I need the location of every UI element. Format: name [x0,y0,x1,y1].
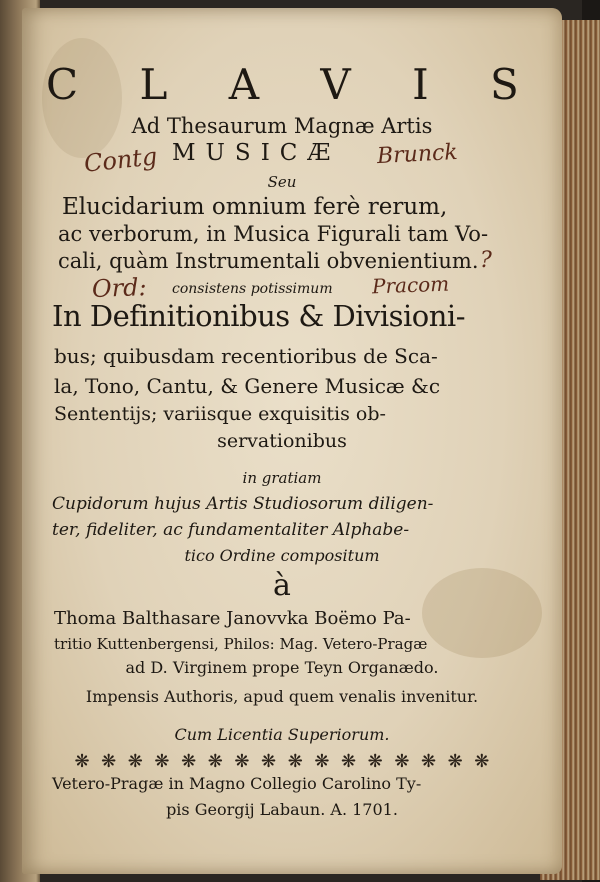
title-line-servationibus: servationibus [217,430,347,452]
title-seu: Seu [267,173,297,191]
ornament-icon: ❋ [234,751,250,772]
author-preposition: à [273,568,291,603]
ornament-icon: ❋ [181,751,197,772]
licentia-line: Cum Licentia Superiorum. [174,725,390,744]
impensis-line: Impensis Authoris, apud quem venalis invenitur. [85,687,479,706]
imprint-line-2: pis Georgij Labaun. A. 1701. [166,800,398,819]
title-line-la: la, Tono, Cantu, & Genere Musicæ &c [54,374,441,398]
title-line-bus: bus; quibusdam recentioribus de Sca- [54,344,438,368]
imprint-line-1: Vetero-Pragæ in Magno Collegio Carolino Ty- [52,774,422,793]
title-line-cali: cali, quàm Instrumentali obvenientium. [58,249,479,273]
ornament-icon: ❋ [287,751,303,772]
ornament-icon: ❋ [154,751,170,772]
title-line-in-definitionibus: In Definitionibus & Divisioni- [52,299,465,333]
show-through-text: ⠀ [172,458,194,493]
title-musicae: MUSICÆ [172,140,341,166]
ornament-icon: ❋ [127,751,143,772]
dedication-line-3: tico Ordine compositum [184,546,380,565]
manuscript-note-right-mid: Pracom [371,271,450,299]
book-title: C L A V I S [46,60,543,109]
ornament-icon: ❋ [207,751,223,772]
title-line-sententijs: Sententijs; variisque exquisitis ob- [54,403,386,425]
author-line-3: ad D. Virginem prope Teyn Organædo. [125,658,439,677]
title-subtitle: Ad Thesaurum Magnæ Artis [131,114,433,138]
ornament-icon: ❋ [101,751,117,772]
ornament-icon: ❋ [447,751,463,772]
ornament-icon: ❋ [474,751,490,772]
ornament-icon: ❋ [74,751,90,772]
author-line-2: tritio Kuttenbergensi, Philos: Mag. Vetero-Pragæ [54,635,428,653]
dedication-line-2: ter, fideliter, ac fundamentaliter Alphabe- [52,520,410,540]
title-line-consistens: consistens potissimum [172,281,333,297]
manuscript-margin-mark: ? [480,248,492,273]
manuscript-note-left-mid: Ord: [91,273,148,303]
title-page [22,8,562,874]
title-line-elucidarium: Elucidarium omnium ferè rerum, [62,194,448,220]
ornament-icon: ❋ [394,751,410,772]
dedication-line-1: Cupidorum hujus Artis Studiosorum diligen- [52,494,434,514]
author-line-1: Thoma Balthasare Janovvka Boëmo Pa- [54,608,411,629]
ornament-border [72,752,492,774]
dedication-in-gratiam: in gratiam [242,469,322,487]
ornament-icon: ❋ [261,751,277,772]
manuscript-note-right-top: Brunck [376,139,459,170]
manuscript-note-left-top: Contg [82,142,159,178]
title-line-ac-verborum: ac verborum, in Musica Figurali tam Vo- [58,222,489,246]
ornament-icon: ❋ [367,751,383,772]
ornament-icon: ❋ [420,751,437,772]
ornament-icon: ❋ [341,751,357,772]
ornament-icon: ❋ [314,751,330,772]
